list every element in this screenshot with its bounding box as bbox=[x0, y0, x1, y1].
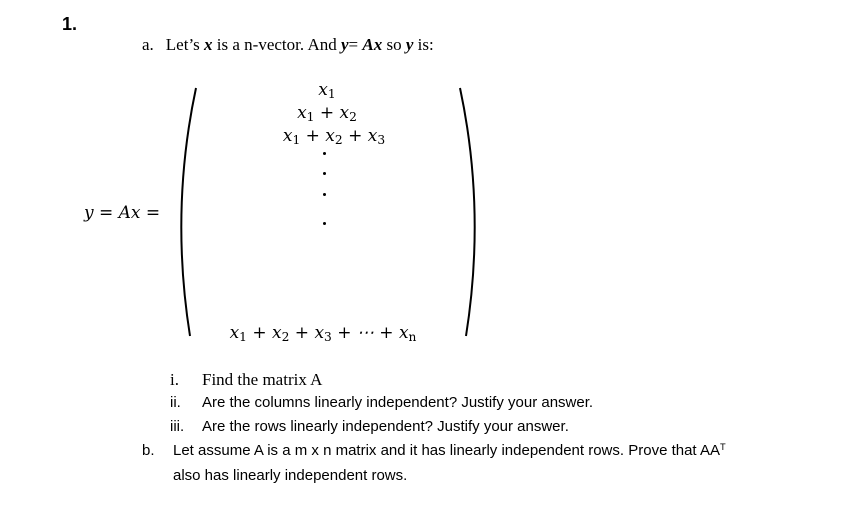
vdot bbox=[323, 172, 326, 175]
subquestion-i bbox=[170, 370, 322, 390]
x-variable: x bbox=[204, 35, 213, 54]
part-b-label: b. bbox=[142, 442, 155, 460]
ax-expression: Ax bbox=[362, 35, 383, 54]
y-variable-2: y bbox=[405, 35, 414, 54]
vector-entry-1: $x_1$ bbox=[318, 80, 336, 102]
vdot bbox=[323, 152, 326, 155]
part-b-text: Let assume A is a m x n matrix and it has linearly independent rows. Prove that AA bbox=[173, 442, 720, 460]
subquestion-text: Are the rows linearly independent? Justify your answer. bbox=[202, 418, 569, 435]
vector-entry-3: $x_1 + x_2 + x_3$ bbox=[282, 126, 386, 148]
part-a-text-4: is: bbox=[413, 35, 434, 54]
subquestion-ii bbox=[170, 394, 593, 411]
subquestion-iii bbox=[170, 418, 569, 435]
right-paren bbox=[460, 88, 475, 336]
transpose-superscript: T bbox=[719, 442, 726, 452]
vector-entry-2: $x_1 + x_2$ bbox=[297, 103, 357, 125]
part-b-continuation: also has linearly independent rows. bbox=[173, 467, 408, 484]
part-a-text-3: so bbox=[382, 35, 406, 54]
subquestion-number: i. bbox=[170, 370, 179, 389]
subquestion-text: Are the columns linearly independent? Justify your answer. bbox=[202, 394, 594, 411]
part-a-label: a. bbox=[142, 35, 154, 54]
subquestion-number: ii. bbox=[170, 394, 181, 411]
question-number: 1. bbox=[62, 14, 78, 34]
vector-entry-last: $x_1 + x_2 + x_3$ + ⋯ + $x_n$ bbox=[229, 323, 417, 345]
subquestion-text: Find the matrix A bbox=[202, 370, 323, 389]
y-variable: y bbox=[340, 35, 349, 54]
part-a-eq: = bbox=[348, 35, 363, 54]
vdot bbox=[323, 222, 326, 225]
part-b-statement bbox=[142, 442, 726, 459]
part-a-text-1: Let’s bbox=[165, 35, 205, 54]
subquestion-number: iii. bbox=[170, 418, 185, 435]
vdot bbox=[323, 193, 326, 196]
part-a-text-2: is a n-vector. And bbox=[212, 35, 341, 54]
equation-lhs: y = Ax = bbox=[84, 203, 161, 223]
left-paren bbox=[181, 88, 196, 336]
